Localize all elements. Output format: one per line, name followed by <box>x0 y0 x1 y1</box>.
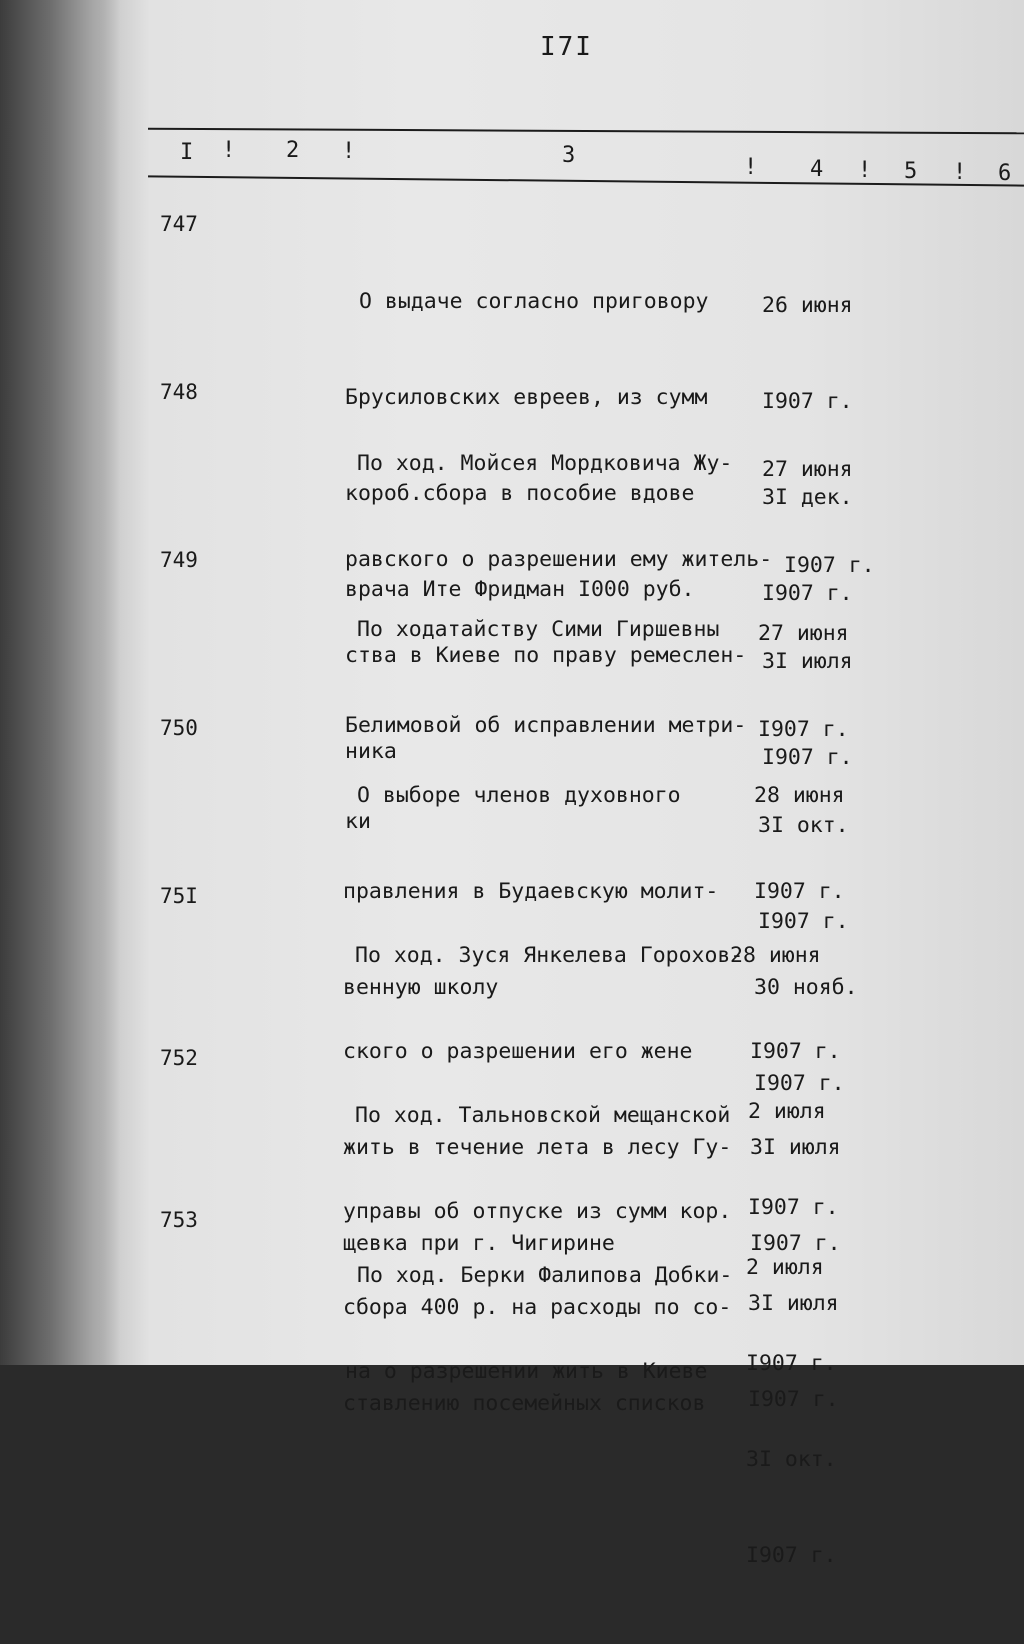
date-line: I907 г. <box>762 389 853 414</box>
date-line: 28 июня <box>754 783 845 808</box>
column-header-6: 6 <box>998 161 1012 186</box>
date-line: I907 г. <box>754 1071 845 1096</box>
description-line: ника <box>345 739 397 764</box>
description-line: О выдаче согласно приговору <box>359 289 709 314</box>
description-line: ского о разрешении его жене <box>343 1039 693 1064</box>
entry-number: 752 <box>160 1046 198 1070</box>
description-line <box>357 1548 757 1580</box>
column-separator: ! <box>858 158 872 183</box>
description-line: По ход. Берки Фалипова Добки- <box>357 1263 733 1288</box>
description-line: По ход. Тальновской мещанской <box>355 1103 731 1128</box>
entry-number: 748 <box>160 380 198 404</box>
date-line: I907 г. <box>758 717 849 742</box>
description-line: Белимовой об исправлении метри- <box>345 713 747 738</box>
description-line: на о разрешении жить в Киеве <box>345 1359 708 1384</box>
description-line: ставлению посемейных списков <box>343 1391 706 1416</box>
date-line: 2 июля <box>748 1099 826 1124</box>
entry-dates <box>746 1188 866 1636</box>
column-header-2: 2 <box>286 138 300 163</box>
column-separator: ! <box>342 139 356 164</box>
column-header-1: I <box>180 140 194 165</box>
description-line <box>357 1452 757 1484</box>
date-line: 3I окт. <box>746 1447 837 1472</box>
date-line: 27 июня <box>762 457 853 482</box>
book-spine-shadow <box>0 0 120 1365</box>
description-line: жить в течение лета в лесу Гу- <box>343 1135 732 1160</box>
column-header-4: 4 <box>810 157 824 182</box>
description-line: ки <box>345 809 371 834</box>
entry-number: 75I <box>160 884 198 908</box>
column-separator: ! <box>222 138 236 163</box>
description-line: ства в Киеве по праву ремеслен- <box>345 643 747 668</box>
header-rule-top <box>148 128 1024 135</box>
date-line: 3I июля <box>762 649 853 674</box>
description-line: О выборе членов духовного <box>357 783 681 808</box>
entry-number: 747 <box>160 212 198 236</box>
description-line: сбора 400 р. на расходы по со- <box>343 1295 732 1320</box>
description-line: врача Ите Фридман I000 руб. <box>345 577 695 602</box>
date-line: I907 г. <box>750 1039 841 1064</box>
description-line: короб.сбора в пособие вдове <box>345 481 695 506</box>
entry-number: 750 <box>160 716 198 740</box>
description-line: щевка при г. Чигирине <box>343 1231 615 1256</box>
description-line: Брусиловских евреев, из сумм <box>345 385 708 410</box>
entry-number: 749 <box>160 548 198 572</box>
date-line: 2 июля <box>746 1255 824 1280</box>
page-number: I7I <box>540 32 593 62</box>
date-line: I907 г. <box>762 581 853 606</box>
column-header-3: 3 <box>562 143 576 168</box>
description-line: правления в Будаевскую молит- <box>343 879 719 904</box>
date-line: 3I дек. <box>762 485 853 510</box>
date-line: 28 июня <box>730 943 821 968</box>
description-line: По ходатайству Сими Гиршевны <box>357 617 720 642</box>
date-line: 27 июня <box>758 621 849 646</box>
description-line: По ход. Мойсея Мордковича Жу- <box>357 451 733 476</box>
date-line: 26 июня <box>762 293 853 318</box>
column-separator: ! <box>953 160 967 185</box>
date-line: I907 г. <box>784 553 875 578</box>
date-line: I907 г. <box>758 909 849 934</box>
description-line: венную школу <box>343 975 499 1000</box>
date-line: I907 г. <box>746 1543 837 1568</box>
column-separator: ! <box>744 155 758 180</box>
date-line: I907 г. <box>754 879 845 904</box>
description-line: равского о разрешении ему житель- <box>345 547 773 572</box>
entry-description <box>345 1196 757 1644</box>
column-header-5: 5 <box>904 159 918 184</box>
date-line: 3I июля <box>748 1291 839 1316</box>
date-line: I907 г. <box>748 1387 839 1412</box>
date-line: I907 г. <box>748 1195 839 1220</box>
date-line: I907 г. <box>746 1351 837 1376</box>
date-line: 30 нояб. <box>754 975 858 1000</box>
date-line: 3I июля <box>750 1135 841 1160</box>
entry-number: 753 <box>160 1208 198 1232</box>
date-line: I907 г. <box>750 1231 841 1256</box>
date-line: I907 г. <box>762 745 853 770</box>
date-line: 3I окт. <box>758 813 849 838</box>
description-line: По ход. Зуся Янкелева Горохов- <box>355 943 744 968</box>
header-rule-bottom <box>148 175 1024 186</box>
description-line: управы об отпуске из сумм кор. <box>343 1199 732 1224</box>
